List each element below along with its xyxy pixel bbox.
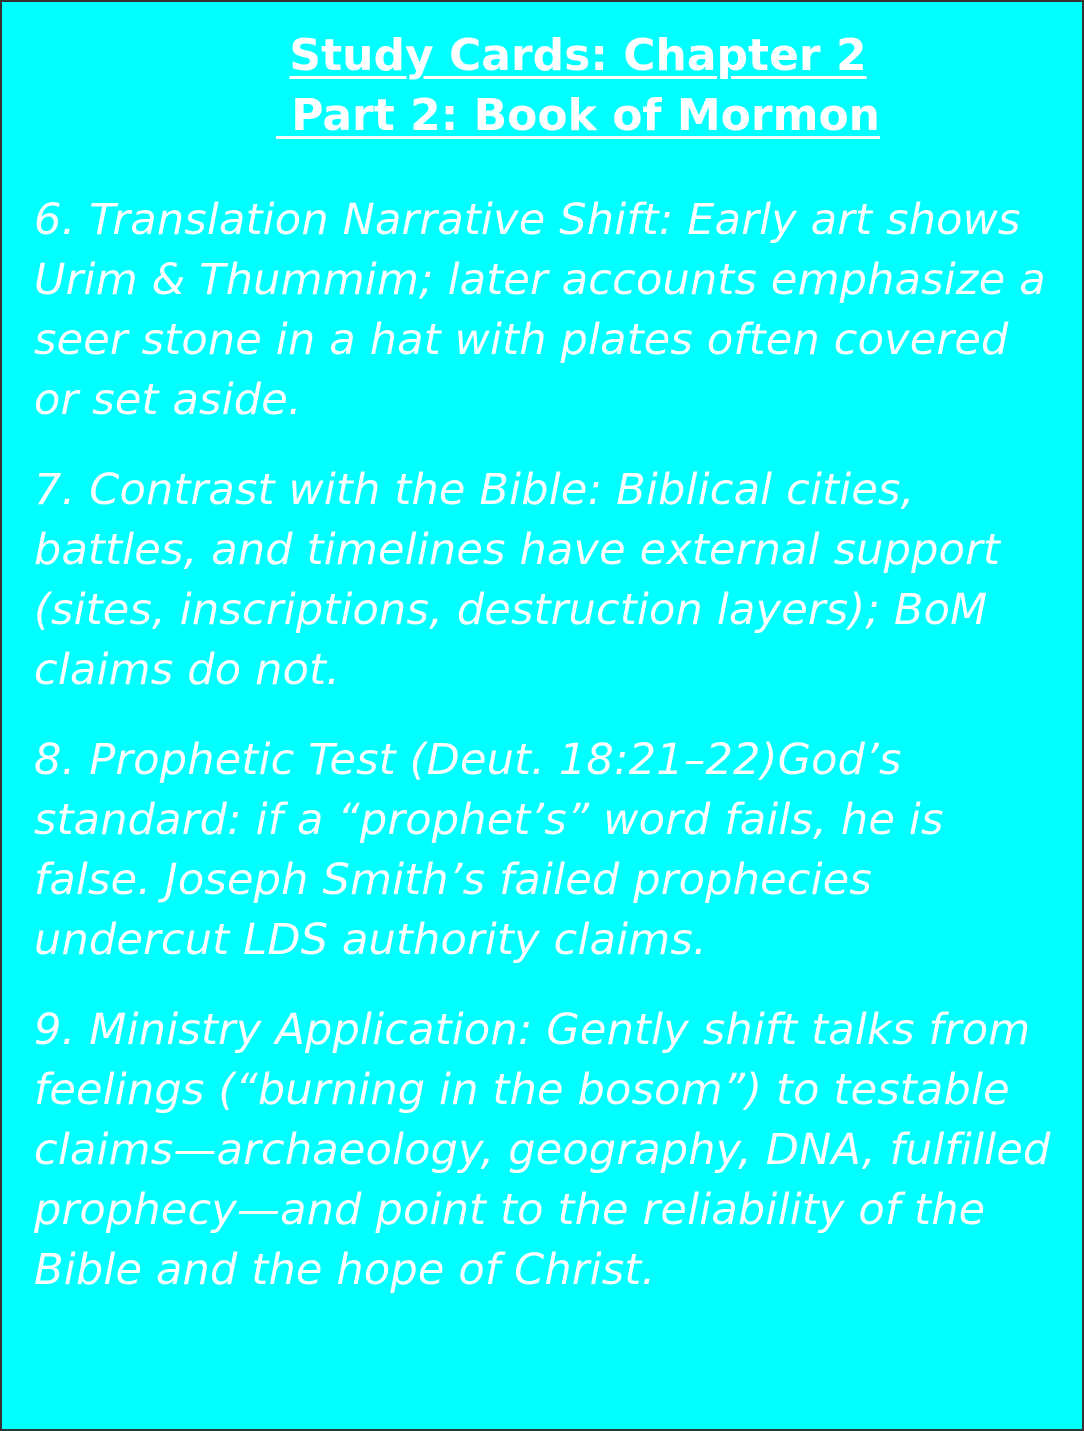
title-line-2-wrapper xyxy=(2,86,1084,146)
study-item-8: 8. Prophetic Test (Deut. 18:21–22)God’s standard: if a “prophet’s” word fails, he is false. Joseph Smith’s failed prophecies undercut LDS authority claims. xyxy=(34,735,944,965)
study-item-7: 7. Contrast with the Bible: Biblical cities, battles, and timelines have external support (sites, inscriptions, destruction layers); BoM claims do not. xyxy=(34,465,1001,695)
title-line-1: Study Cards: Chapter 2 xyxy=(289,30,867,81)
study-item-6: 6. Translation Narrative Shift: Early art shows Urim & Thummim; later accounts emphasize a seer stone in a hat with plates often covered or set aside. xyxy=(34,195,1046,425)
title-line-1-wrapper xyxy=(2,26,1084,86)
study-items xyxy=(34,190,1064,1330)
title-line-2: Part 2: Book of Mormon xyxy=(275,90,881,141)
study-item-9: 9. Ministry Application: Gently shift talks from feelings (“burning in the bosom”) to testable claims—archaeology, geography, DNA, fulfilled prophecy—and point to the reliability of the Bible and the hope of Christ. xyxy=(34,1005,1051,1295)
card-title xyxy=(2,26,1084,146)
